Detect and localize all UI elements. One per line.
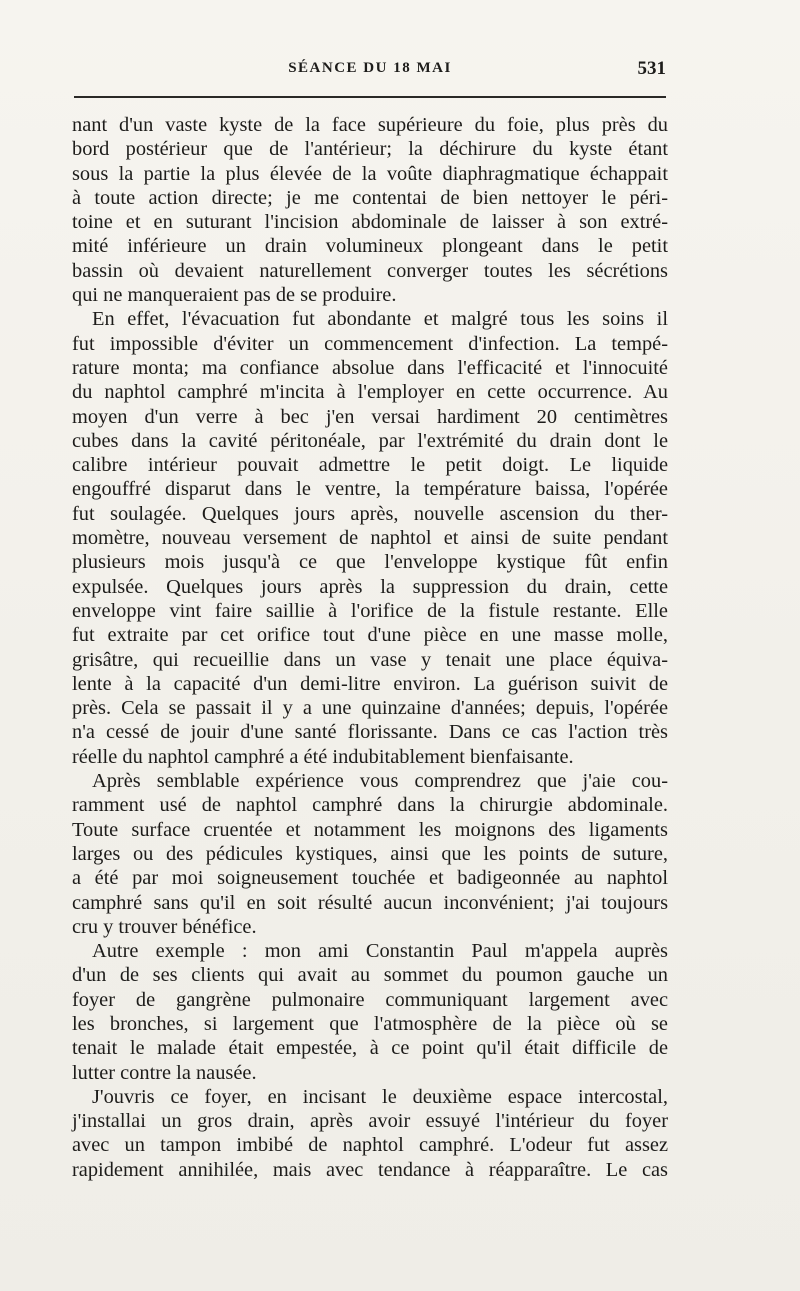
text-line: fut extraite par cet orifice tout d'une pièce en une masse molle, [72, 624, 668, 647]
text-line: toine et en suturant l'incision abdominale de laisser à son extré- [72, 211, 668, 234]
text-line: expulsée. Quelques jours après la suppression du drain, cette [72, 575, 668, 598]
text-line: mité inférieure un drain volumineux plongeant dans le petit [72, 235, 668, 258]
text-line: cru y trouver bénéfice. [72, 915, 257, 938]
paragraph [72, 939, 668, 1085]
text-line: plusieurs mois jusqu'à ce que l'enveloppe kystique fût enfin [72, 551, 668, 574]
text-line: a été par moi soigneusement touchée et badigeonnée au naphtol [72, 867, 668, 890]
text-line: fut soulagée. Quelques jours après, nouvelle ascension du ther- [72, 502, 668, 525]
text-line: j'installai un gros drain, après avoir essuyé l'intérieur du foyer [72, 1110, 668, 1133]
text-line: bord postérieur que de l'antérieur; la déchirure du kyste étant [72, 138, 668, 161]
paragraph [72, 113, 668, 307]
text-line: J'ouvris ce foyer, en incisant le deuxième espace intercostal, [92, 1085, 668, 1108]
text-line: moyen d'un verre à bec j'en versai hardiment 20 centimètres [72, 405, 668, 428]
text-line: engouffré disparut dans le ventre, la température baissa, l'opérée [72, 478, 668, 501]
text-line: calibre intérieur pouvait admettre le petit doigt. Le liquide [72, 454, 668, 477]
text-line: à toute action directe; je me contentai de bien nettoyer le péri- [72, 186, 668, 209]
text-line: lente à la capacité d'un demi-litre environ. La guérison suivit de [72, 672, 668, 695]
text-line: enveloppe vint faire saillie à l'orifice de la fistule restante. Elle [72, 599, 668, 622]
text-line: les bronches, si largement que l'atmosphère de la pièce où se [72, 1012, 668, 1035]
text-line: d'un de ses clients qui avait au sommet du poumon gauche un [72, 964, 668, 987]
text-line: sous la partie la plus élevée de la voûte diaphragmatique échappait [72, 162, 668, 185]
body-text [72, 113, 668, 1182]
text-line: cubes dans la cavité péritonéale, par l'extrémité du drain dont le [72, 429, 668, 452]
text-line: nant d'un vaste kyste de la face supérieure du foie, plus près du [72, 114, 668, 136]
text-line: rapidement annihilée, mais avec tendance à réapparaître. Le cas [72, 1158, 668, 1181]
page-header [72, 58, 668, 84]
text-line: ramment usé de naphtol camphré dans la chirurgie abdominale. [72, 794, 668, 817]
text-line: Autre exemple : mon ami Constantin Paul m'appela auprès [92, 940, 668, 963]
paragraph [72, 1085, 668, 1182]
text-line: avec un tampon imbibé de naphtol camphré. L'odeur fut assez [72, 1134, 668, 1157]
text-line: Après semblable expérience vous comprendrez que j'aie cou- [92, 770, 668, 793]
text-line: qui ne manqueraient pas de se produire. [72, 284, 397, 307]
text-line: fut impossible d'éviter un commencement d'infection. La tempé- [72, 332, 668, 355]
text-line: momètre, nouveau versement de naphtol et ainsi de suite pendant [72, 527, 668, 550]
text-line: bassin où devaient naturellement converger toutes les sécrétions [72, 259, 668, 282]
text-line: réelle du naphtol camphré a été indubitablement bienfaisante. [72, 745, 574, 768]
page-number: 531 [637, 58, 666, 79]
paragraph [72, 769, 668, 939]
header-rule [74, 96, 666, 98]
text-line: du naphtol camphré m'incita à l'employer en cette occurrence. Au [72, 381, 668, 404]
paragraph [72, 307, 668, 769]
running-title: SÉANCE DU 18 MAI [288, 60, 452, 76]
text-line: foyer de gangrène pulmonaire communiquant largement avec [72, 988, 668, 1011]
text-line: grisâtre, qui recueillie dans un vase y tenait une place équiva- [72, 648, 668, 671]
text-line: n'a cessé de jouir d'une santé florissante. Dans ce cas l'action très [72, 721, 668, 744]
text-line: camphré sans qu'il en soit résulté aucun inconvénient; j'ai toujours [72, 891, 668, 914]
text-line: rature monta; ma confiance absolue dans l'efficacité et l'innocuité [72, 356, 668, 379]
text-line: lutter contre la nausée. [72, 1061, 257, 1084]
text-line: En effet, l'évacuation fut abondante et malgré tous les soins il [92, 308, 668, 331]
text-line: près. Cela se passait il y a une quinzaine d'années; depuis, l'opérée [72, 697, 668, 720]
text-line: Toute surface cruentée et notamment les moignons des ligaments [72, 818, 668, 841]
text-line: tenait le malade était empestée, à ce point qu'il était difficile de [72, 1037, 668, 1060]
text-line: larges ou des pédicules kystiques, ainsi que les points de suture, [72, 842, 668, 865]
